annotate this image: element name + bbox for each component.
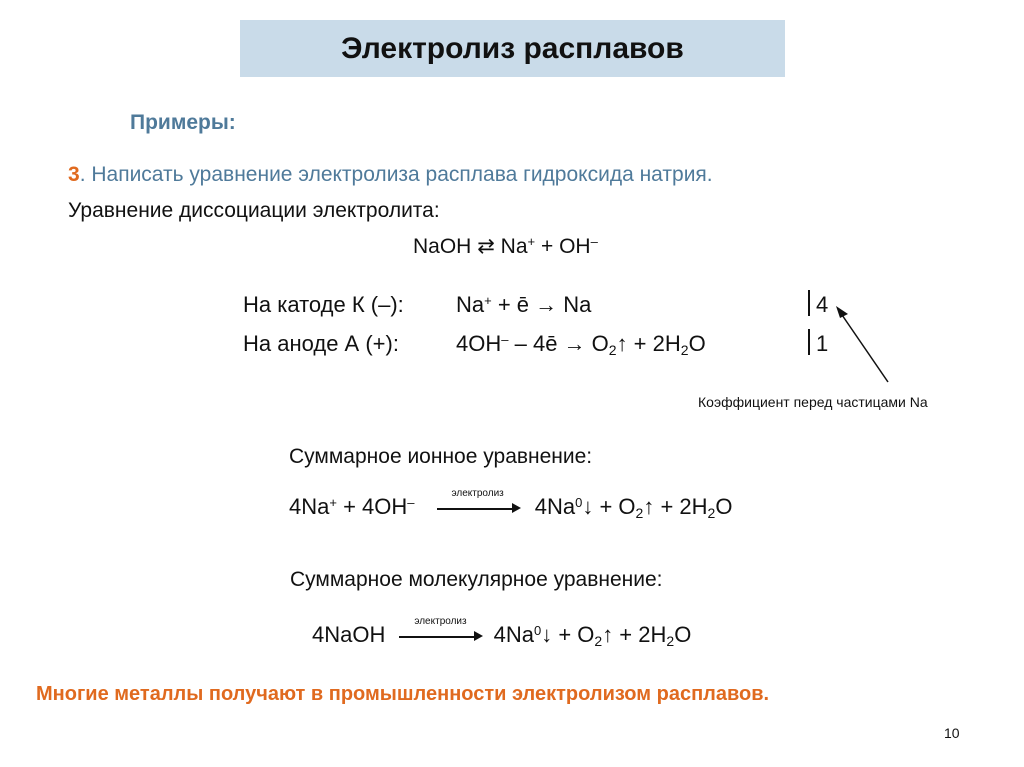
ionic-l2: + 4OH (343, 494, 408, 519)
slide-title-box (240, 20, 785, 77)
molecular-l1: 4NaOH (312, 622, 386, 647)
ionic-r2-sub: 2 (635, 505, 644, 521)
na-charge: + (527, 234, 536, 249)
cathode-coef: 4 (816, 292, 829, 317)
ionic-r2: ↓ + O (582, 494, 636, 519)
anode-equation (456, 331, 706, 358)
slide-title: Электролиз расплавов (341, 31, 684, 65)
molecular-r2: ↓ + O (541, 622, 595, 647)
anode-sub-h: 2 (680, 342, 689, 358)
molecular-reaction-arrow-icon (397, 616, 483, 648)
cathode-label: На катоде К (–): (243, 292, 404, 317)
ionic-r1: 4Na (534, 494, 576, 519)
examples-heading: Примеры: (130, 111, 236, 134)
plus-sign: + (540, 235, 554, 258)
anode-label: На аноде А (+): (243, 331, 399, 356)
molecular-r1-sup: 0 (533, 623, 542, 638)
molecular-r3-sub: 2 (666, 633, 675, 649)
molecular-equation (312, 616, 692, 649)
molecular-r3: ↑ + 2H (602, 622, 667, 647)
ionic-r1-sup: 0 (575, 495, 583, 510)
ionic-c2: – (407, 495, 415, 510)
page-number: 10 (944, 725, 960, 741)
anode-p3: ↑ + 2H (616, 331, 681, 356)
ionic-c1: + (329, 495, 337, 510)
cathode-na: Na (456, 292, 485, 317)
eq-oh: OH (559, 235, 591, 258)
eq-na: Na (500, 235, 528, 258)
ionic-reaction-arrow-icon (435, 488, 521, 520)
ionic-r3-sub: 2 (707, 505, 716, 521)
molecular-arrow-label: электролиз (414, 616, 467, 628)
dissociation-equation (413, 234, 598, 259)
coef-note: Коэффициент перед частицами Na (698, 394, 928, 410)
molecular-r2-sub: 2 (594, 633, 603, 649)
oh-charge: – (590, 234, 598, 249)
anode-coef: 1 (816, 331, 829, 356)
anode-charge: – (501, 332, 509, 347)
conclusion: Многие металлы получают в промышленности электролизом расплавов. (36, 683, 770, 705)
anode-p2: – 4ē → O (514, 331, 609, 356)
ionic-l1: 4Na (289, 494, 330, 519)
ionic-equation (289, 488, 733, 521)
task-line (68, 163, 713, 187)
dissociation-label: Уравнение диссоциации электролита: (68, 199, 440, 222)
ionic-label: Суммарное ионное уравнение: (289, 445, 593, 468)
molecular-r1: 4Na (493, 622, 534, 647)
molecular-r4: O (674, 622, 692, 647)
task-number: 3 (68, 163, 80, 186)
cathode-equation (456, 292, 591, 318)
reversible-arrow: ⇄ (477, 235, 495, 258)
anode-p1: 4OH (456, 331, 502, 356)
anode-coef-bar (808, 329, 810, 355)
cathode-rest: + ē → Na (497, 292, 592, 317)
molecular-label: Суммарное молекулярное уравнение: (290, 568, 663, 591)
ionic-r3: ↑ + 2H (643, 494, 708, 519)
cathode-coef-bar (808, 290, 810, 316)
anode-sub-o: 2 (608, 342, 617, 358)
task-text: . Написать уравнение электролиза расплава гидроксида натрия. (79, 163, 713, 186)
cathode-charge: + (484, 293, 492, 308)
pointer-arrow-icon (820, 300, 900, 390)
ionic-r4: O (715, 494, 733, 519)
eq-naoh: NaOH (413, 235, 472, 258)
anode-p4: O (688, 331, 706, 356)
ionic-arrow-label: электролиз (451, 488, 504, 500)
